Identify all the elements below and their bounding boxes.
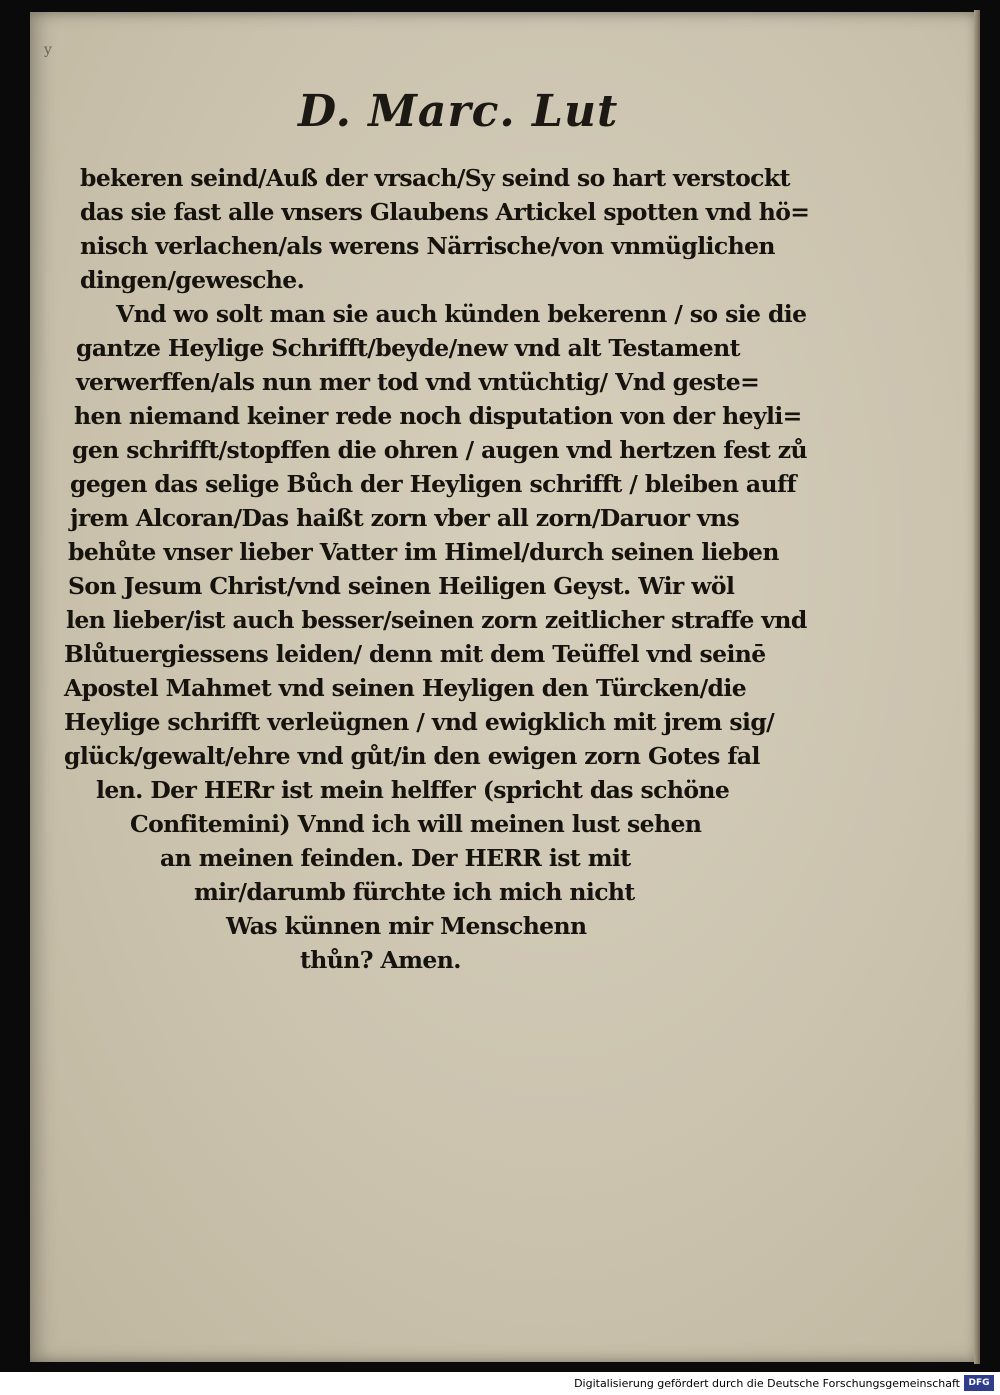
text-line: Heylige schrifft verleügnen / vnd ewigklich mit jrem sig/ [64, 708, 775, 736]
text-line: Son Jesum Christ/vnd seinen Heiligen Geyst. Wir wöl [68, 572, 735, 600]
text-line: bekeren seind/Auß der vrsach/Sy seind so hart verstockt [80, 164, 790, 192]
dfg-logo: DFG [964, 1375, 994, 1391]
text-line: Apostel Mahmet vnd seinen Heyligen den Türcken/die [64, 674, 747, 702]
text-line: Vnd wo solt man sie auch künden bekerenn / so sie die [116, 300, 807, 328]
text-line: gen schrifft/stopffen die ohren / augen vnd hertzen fest zů [72, 436, 807, 464]
text-line: Confitemini) Vnnd ich will meinen lust sehen [130, 810, 702, 838]
text-line: behůte vnser lieber Vatter im Himel/durch seinen lieben [68, 538, 779, 566]
text-line: len lieber/ist auch besser/seinen zorn zeitlicher straffe vnd [66, 606, 807, 634]
text-line: dingen/gewesche. [80, 266, 305, 294]
text-line: nisch verlachen/als werens Närrische/von vnmüglichen [80, 232, 775, 260]
text-line: an meinen feinden. Der HERR ist mit [160, 844, 631, 872]
text-line: mir/darumb fürchte ich mich nicht [194, 878, 635, 906]
text-line: Blůtuergiessens leiden/ denn mit dem Teüffel vnd seinē [64, 640, 766, 668]
text-line: gegen das selige Bůch der Heyligen schrifft / bleiben auff [70, 470, 797, 498]
margin-mark: y [44, 42, 52, 58]
text-line: verwerffen/als nun mer tod vnd vntüchtig/ Vnd geste= [76, 368, 760, 396]
funding-credit: Digitalisierung gefördert durch die Deutsche Forschungsgemeinschaft [574, 1377, 960, 1390]
text-line: gantze Heylige Schrifft/beyde/new vnd alt Testament [76, 334, 740, 362]
text-line: len. Der HERr ist mein helffer (spricht das schöne [96, 776, 730, 804]
text-line: jrem Alcoran/Das haißt zorn vber all zorn/Daruor vns [70, 504, 740, 532]
text-line: Was künnen mir Menschenn [226, 912, 587, 940]
text-line: thůn? Amen. [300, 946, 461, 974]
text-line: das sie fast alle vnsers Glaubens Artickel spotten vnd hö= [80, 198, 810, 226]
text-line: hen niemand keiner rede noch disputation von der heyli= [74, 402, 802, 430]
footer-bar [0, 1372, 1000, 1395]
page-edge [974, 10, 980, 1364]
running-header: D. Marc. Lut [298, 86, 619, 137]
text-line: glück/gewalt/ehre vnd gůt/in den ewigen zorn Gotes fal [64, 742, 760, 770]
